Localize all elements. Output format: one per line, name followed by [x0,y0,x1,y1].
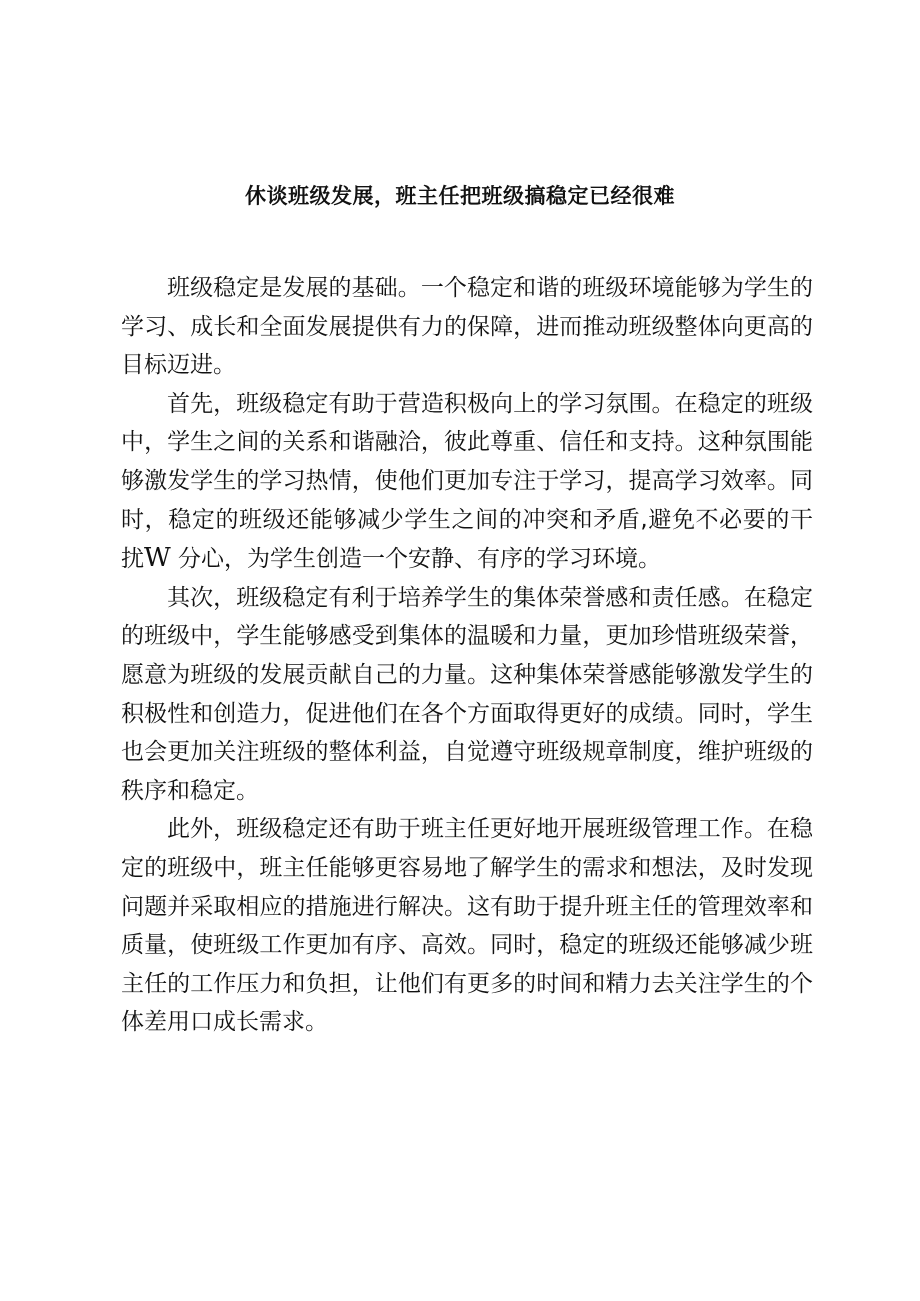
document-body [121,269,813,1042]
paragraph-1: 班级稳定是发展的基础。一个稳定和谐的班级环境能够为学生的学习、成长和全面发展提供有力的保障，进而推动班级整体向更高的目标迈进。 [121,275,813,379]
paragraph-2-w-glyph: W [144,543,171,574]
document-title: 休谈班级发展，班主任把班级搞稳定已经很难 [245,184,675,208]
paragraph-3: 其次，班级稳定有利于培养学生的集体荣誉感和责任感。在稳定的班级中，学生能够感受到集体的温暖和力量，更加珍惜班级荣誉，愿意为班级的发展贡献自己的力量。这种集体荣誉感能够激发学生的积极性和创造力，促进他们在各个方面取得更好的成绩。同时，学生也会更加关注班级的整体利益，自觉遵守班级规章制度，维护班级的秩序和稳定。 [121,584,813,804]
paragraph-2 [121,385,813,579]
paragraph-2-text: 首先，班级稳定有助于营造积极向上的学习氛围。在稳定的班级中，学生之间的关系和谐融洽，彼此尊重、信任和支持。这种氛围能够激发学生的学习热情，使他们更加专注于学习，提高学习效率。同时，稳定的班级还能够减少学生之间的冲突和矛盾,避免不必要的干扰 [121,390,813,573]
paragraph-2-tail: 分心，为学生创造一个安静、有序的学习环境。 [170,546,662,573]
paragraph-4: 此外，班级稳定还有助于班主任更好地开展班级管理工作。在稳定的班级中，班主任能够更容易地了解学生的需求和想法，及时发现问题并采取相应的措施进行解决。这有助于提升班主任的管理效率和质量，使班级工作更加有序、高效。同时，稳定的班级还能够减少班主任的工作压力和负担，让他们有更多的时间和精力去关注学生的个体差用口成长需求。 [121,816,813,1036]
